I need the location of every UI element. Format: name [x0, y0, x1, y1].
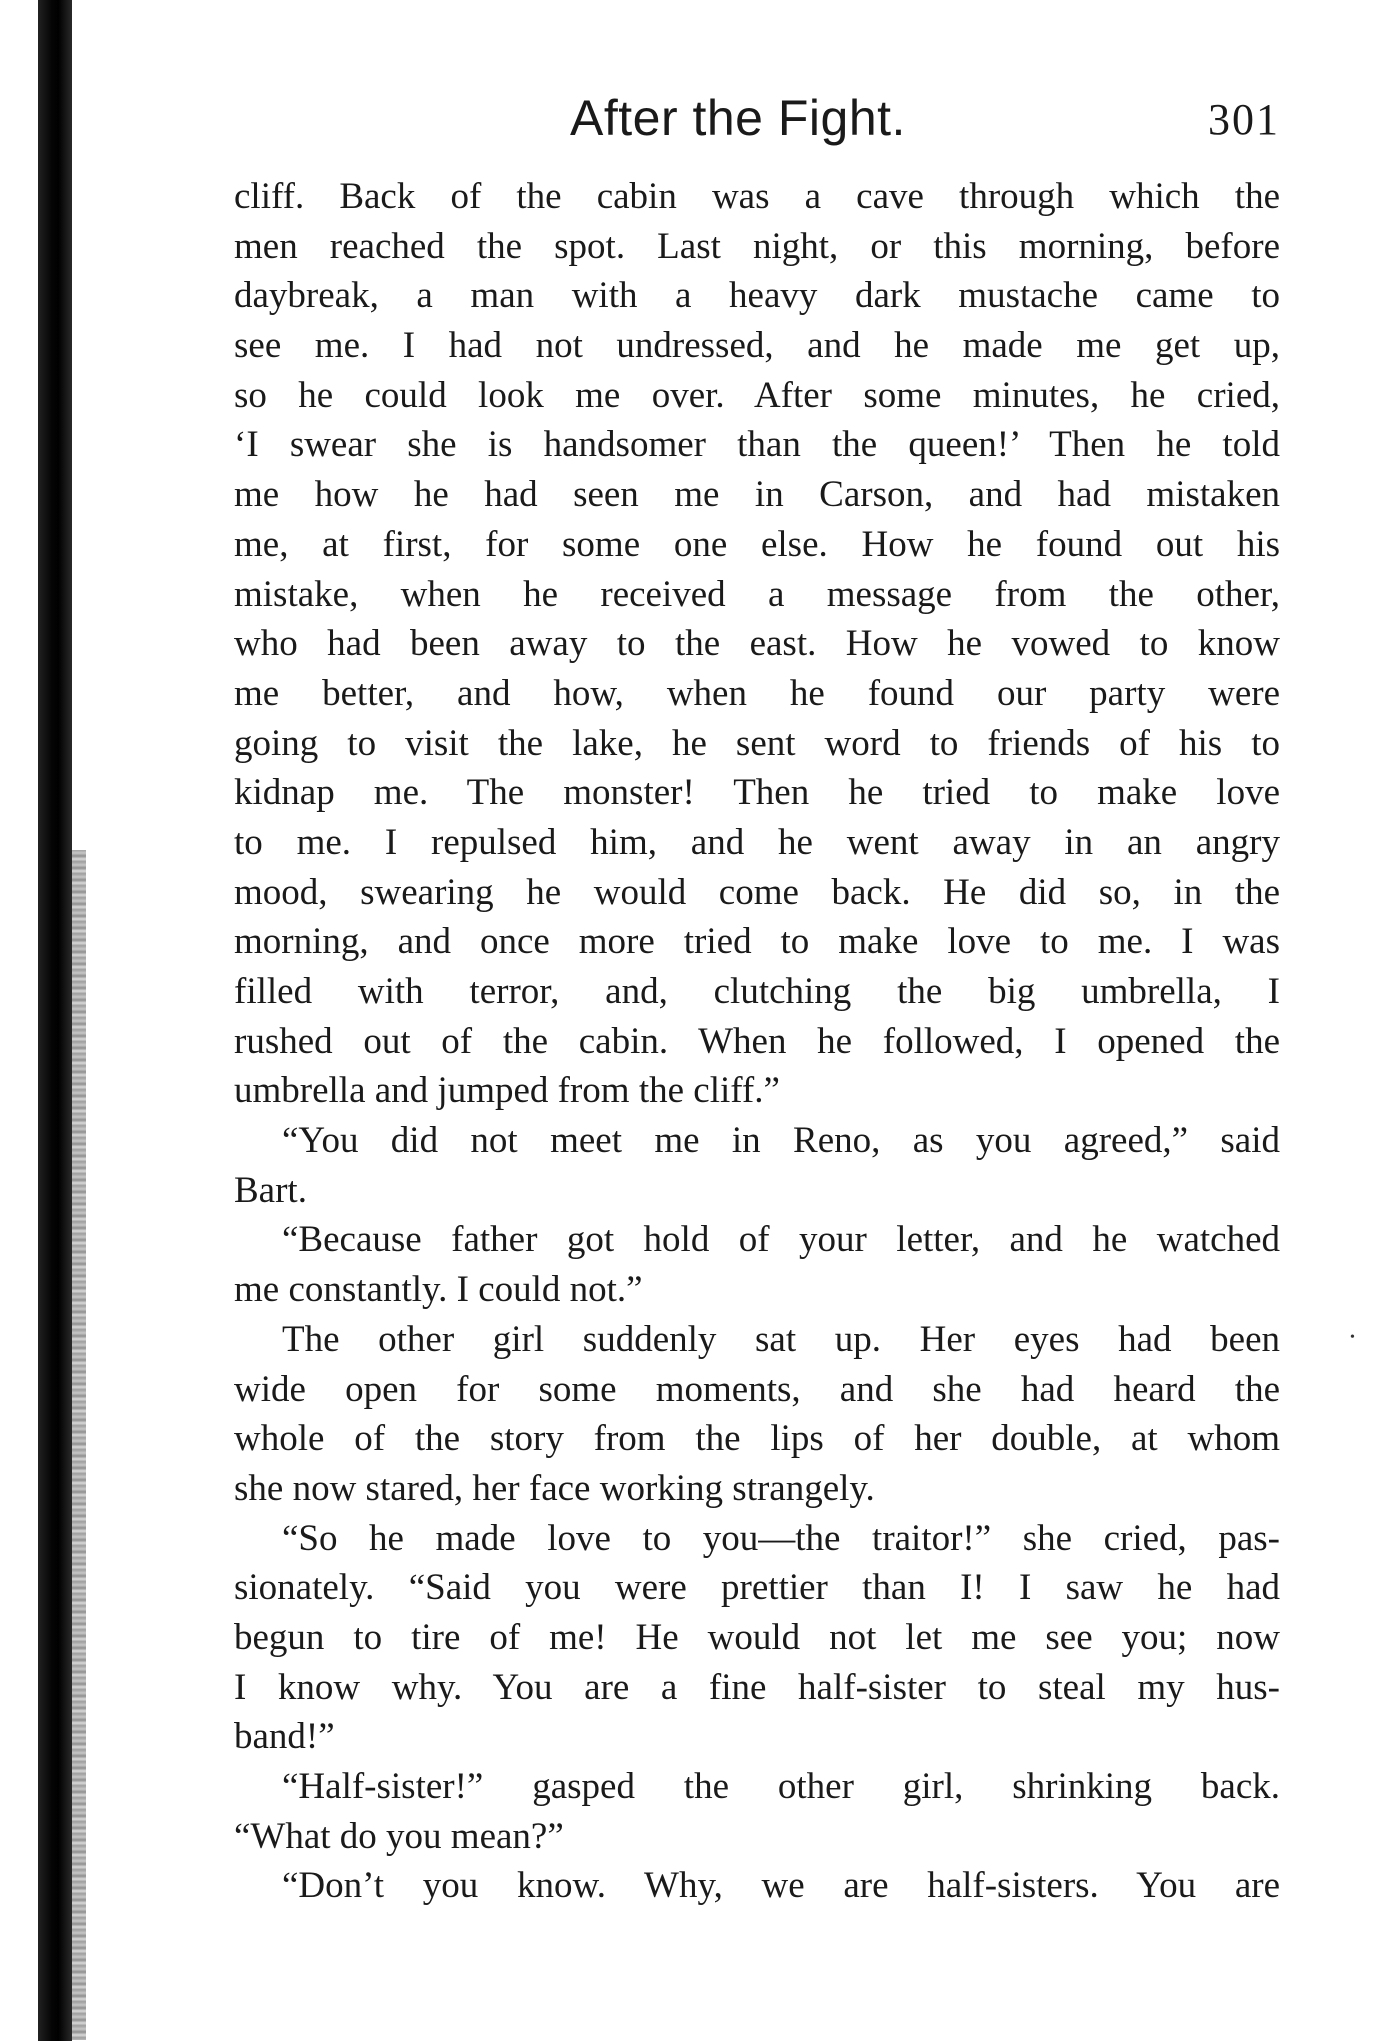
text-line: The other girl suddenly sat up. Her eyes had been: [282, 1318, 1280, 1360]
text-line: kidnap me. The monster! Then he tried to make love: [234, 772, 1280, 814]
text-line: wide open for some moments, and she had heard the: [234, 1368, 1280, 1410]
text-line: mistake, when he received a message from the other,: [234, 573, 1280, 615]
text-line: me constantly. I could not.”: [234, 1269, 643, 1311]
binding-edge: [38, 0, 72, 2041]
text-line: morning, and once more tried to make love to me. I was: [234, 921, 1280, 963]
page-number: 301: [1208, 95, 1280, 144]
text-line: whole of the story from the lips of her double, at whom: [234, 1418, 1280, 1460]
text-line: “So he made love to you—the traitor!” she cried, pas-: [282, 1517, 1280, 1559]
text-line: me better, and how, when he found our party were: [234, 672, 1280, 714]
body-text: [234, 172, 1280, 1911]
text-line: rushed out of the cabin. When he followed, I opened the: [234, 1020, 1280, 1062]
text-line: sionately. “Said you were prettier than I! I saw he had: [234, 1567, 1280, 1609]
text-line: Bart.: [234, 1169, 307, 1211]
text-line: “Because father got hold of your letter, and he watched: [282, 1219, 1280, 1261]
text-line: me how he had seen me in Carson, and had mistaken: [234, 474, 1280, 516]
text-line: filled with terror, and, clutching the big umbrella, I: [234, 971, 1280, 1012]
text-line: “Don’t you know. Why, we are half-sisters. You are: [282, 1865, 1280, 1907]
text-line: band!”: [234, 1716, 335, 1758]
print-speck: •: [1350, 1330, 1355, 1345]
binding-shadow: [72, 850, 86, 2040]
running-title: After the Fight.: [570, 90, 906, 146]
text-line: men reached the spot. Last night, or this morning, before: [234, 225, 1280, 267]
text-line: begun to tire of me! He would not let me see you; now: [234, 1616, 1280, 1658]
text-line: who had been away to the east. How he vowed to know: [234, 623, 1280, 665]
text-line: “You did not meet me in Reno, as you agreed,” said: [282, 1120, 1280, 1162]
page-header: [230, 88, 1290, 158]
text-line: to me. I repulsed him, and he went away in an angry: [234, 821, 1280, 863]
text-line: me, at first, for some one else. How he found out his: [234, 523, 1280, 565]
text-line: “Half-sister!” gasped the other girl, shrinking back.: [282, 1766, 1280, 1807]
text-line: cliff. Back of the cabin was a cave through which the: [234, 176, 1280, 217]
text-line: so he could look me over. After some minutes, he cried,: [234, 374, 1280, 416]
text-line: I know why. You are a fine half-sister to steal my hus-: [234, 1666, 1280, 1708]
text-line: going to visit the lake, he sent word to friends of his to: [234, 722, 1280, 764]
text-line: she now stared, her face working strangely.: [234, 1467, 875, 1509]
text-line: mood, swearing he would come back. He did so, in the: [234, 871, 1280, 913]
text-line: “What do you mean?”: [234, 1815, 564, 1857]
text-line: ‘I swear she is handsomer than the queen!’ Then he told: [234, 424, 1280, 466]
text-line: daybreak, a man with a heavy dark mustache came to: [234, 275, 1280, 317]
text-line: umbrella and jumped from the cliff.”: [234, 1070, 780, 1112]
text-line: see me. I had not undressed, and he made me get up,: [234, 325, 1280, 367]
